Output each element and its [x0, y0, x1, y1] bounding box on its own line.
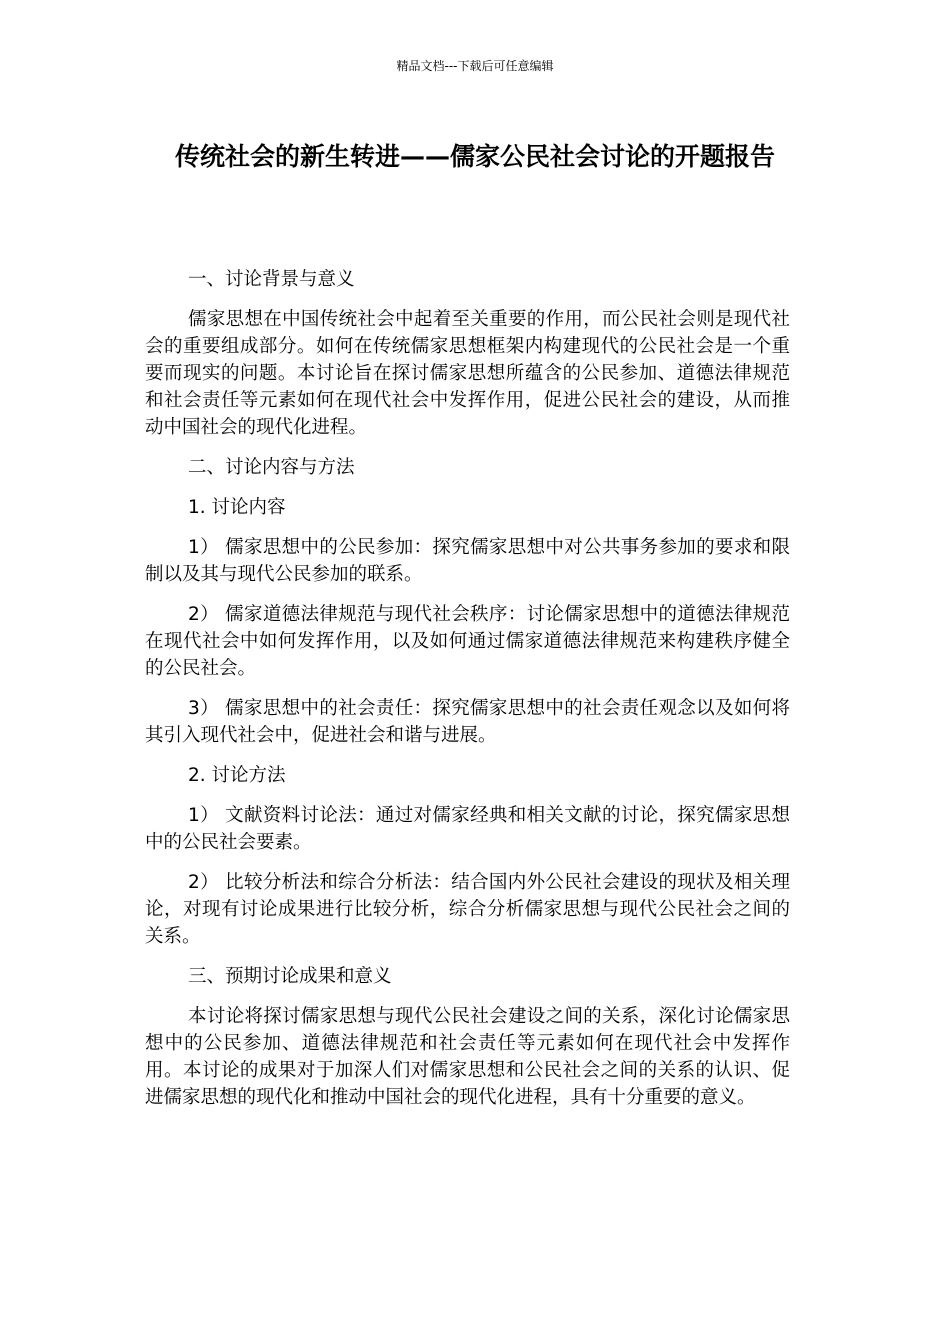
paragraph-content-item-3: 3） 儒家思想中的社会责任：探究儒家思想中的社会责任观念以及如何将其引入现代社会中，促进社会和谐与进展。 — [145, 698, 790, 746]
paragraph-method-item-1: 1） 文献资料讨论法：通过对儒家经典和相关文献的讨论，探究儒家思想中的公民社会要素。 — [145, 805, 790, 853]
document-body — [145, 266, 790, 1124]
section-heading-content-method: 二、讨论内容与方法 — [188, 457, 355, 478]
paragraph-background: 儒家思想在中国传统社会中起着至关重要的作用，而公民社会则是现代社会的重要组成部分。如何在传统儒家思想框架内构建现代的公民社会是一个重要而现实的问题。本讨论旨在探讨儒家思想所蕴含的公民参加、道德法律规范和社会责任等元素如何在现代社会中发挥作用，促进公民社会的建设，从而推动中国社会的现代化进程。 — [145, 309, 790, 438]
page-header: 精品文档---下载后可任意编辑 — [396, 59, 554, 73]
document-title: 传统社会的新生转进——儒家公民社会讨论的开题报告 — [174, 142, 775, 171]
paragraph-method-item-2: 2） 比较分析法和综合分析法：结合国内外公民社会建设的现状及相关理论，对现有讨论成果进行比较分析，综合分析儒家思想与现代公民社会之间的关系。 — [145, 872, 790, 947]
subheading-method: 2. 讨论方法 — [188, 765, 286, 786]
section-heading-background: 一、讨论背景与意义 — [188, 269, 355, 290]
section-heading-expected-results: 三、预期讨论成果和意义 — [188, 966, 392, 987]
paragraph-content-item-2: 2） 儒家道德法律规范与现代社会秩序：讨论儒家思想中的道德法律规范在现代社会中如何发挥作用，以及如何通过儒家道德法律规范来构建秩序健全的公民社会。 — [145, 604, 790, 679]
paragraph-expected-results: 本讨论将探讨儒家思想与现代公民社会建设之间的关系，深化讨论儒家思想中的公民参加、道德法律规范和社会责任等元素如何在现代社会中发挥作用。本讨论的成果对于加深人们对儒家思想和公民社会之间的关系的认识、促进儒家思想的现代化和推动中国社会的现代化进程，具有十分重要的意义。 — [145, 1006, 790, 1108]
subheading-content: 1. 讨论内容 — [188, 497, 286, 518]
paragraph-content-item-1: 1） 儒家思想中的公民参加：探究儒家思想中对公共事务参加的要求和限制以及其与现代公民参加的联系。 — [145, 537, 790, 585]
